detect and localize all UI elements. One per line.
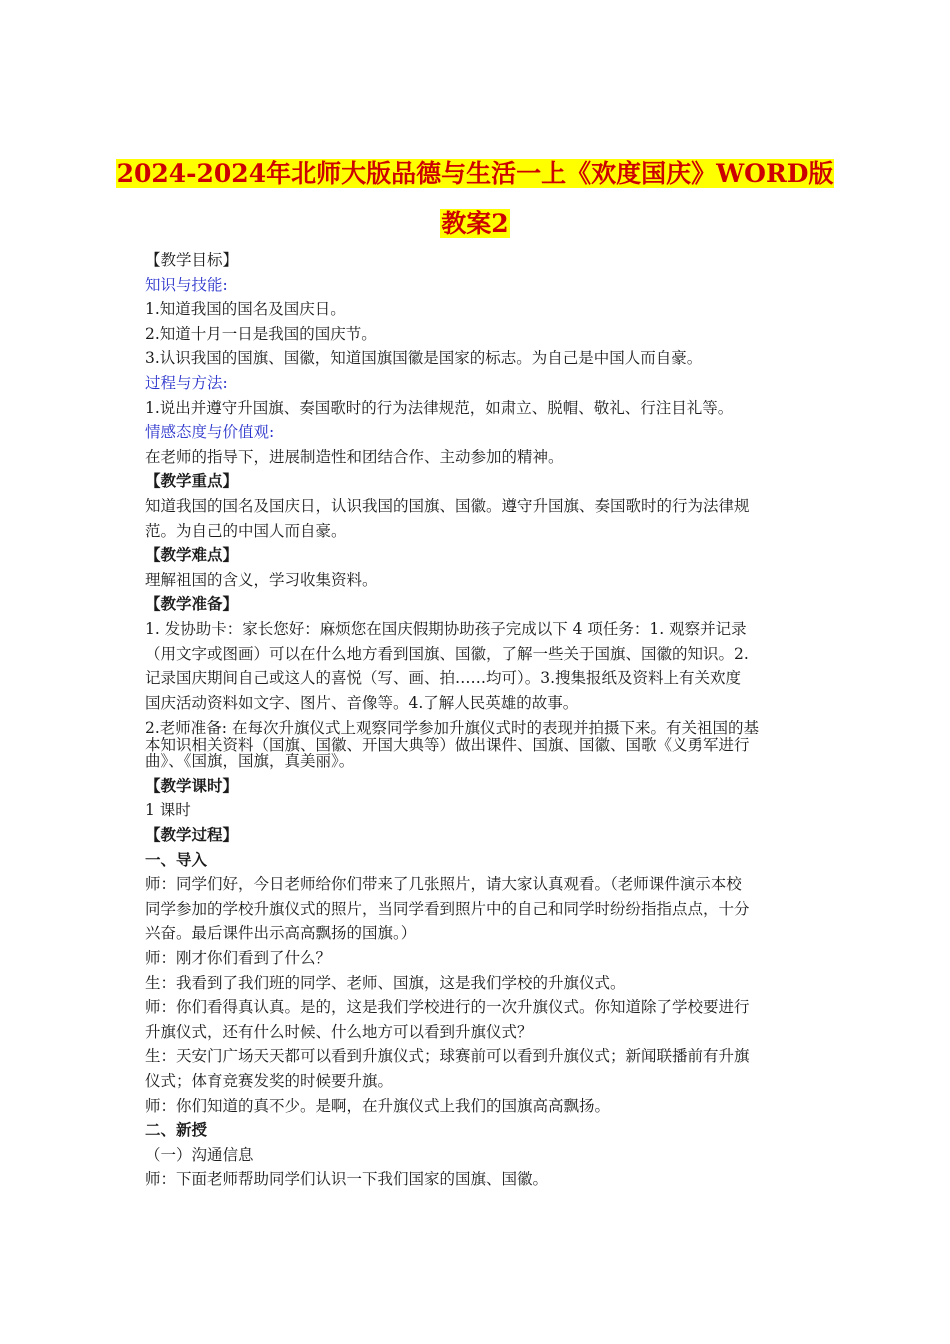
paragraph: 知道我国的国名及国庆日，认识我国的国旗、国徽。遵守升国旗、奏国歌时的行为法律规: [145, 496, 750, 515]
paragraph: 本知识相关资料（国旗、国徽、开国大典等）做出课件、国旗、国徽、国歌《义勇军进行: [145, 736, 750, 754]
paragraph: 记录国庆期间自己或这人的喜悦（写、画、拍……均可）。3.搜集报纸及资料上有关欢度: [145, 669, 742, 688]
paragraph: 在老师的指导下，进展制造性和团结合作、主动参加的精神。: [145, 447, 564, 466]
subsection-header: （一）沟通信息: [145, 1145, 254, 1164]
attitude-header: 情感态度与价值观:: [145, 423, 275, 442]
paragraph: 理解祖国的含义，学习收集资料。: [145, 570, 378, 589]
paragraph: 升旗仪式，还有什么时候、什么地方可以看到升旗仪式？: [145, 1022, 533, 1041]
hours-header: 【教学课时】: [145, 775, 239, 795]
paragraph: 1. 发协助卡：家长您好：麻烦您在国庆假期协助孩子完成以下 4 项任务：1. 观察并记录: [145, 619, 747, 638]
paragraph: 曲》、《国旗，国旗，真美丽》。: [145, 753, 355, 770]
section-2-header: 二、新授: [145, 1120, 208, 1140]
paragraph: 仪式；体育竞赛发奖的时候要升旗。: [145, 1071, 394, 1090]
prep-header: 【教学准备】: [145, 594, 239, 614]
paragraph: 兴奋。最后课件出示高高飘扬的国旗。）: [145, 924, 417, 943]
prep-teacher-block: [145, 715, 810, 774]
paragraph: 师：你们知道的真不少。是啊，在升旗仪式上我们的国旗高高飘扬。: [145, 1096, 611, 1115]
key-header: 【教学重点】: [145, 471, 239, 491]
section-1-header: 一、导入: [145, 849, 208, 869]
paragraph: 2.知道十月一日是我国的国庆节。: [145, 324, 377, 343]
paragraph: 师：你们看得真认真。是的，这是我们学校进行的一次升旗仪式。你知道除了学校要进行: [145, 998, 750, 1017]
title-line-1: 2024-2024年北师大版品德与生活一上《欢度国庆》WORD版: [116, 159, 834, 188]
knowledge-header: 知识与技能:: [145, 275, 228, 294]
paragraph: 1 课时: [145, 801, 191, 820]
paragraph: 3.认识我国的国旗、国徽，知道国旗国徽是国家的标志。为自己是中国人而自豪。: [145, 349, 703, 368]
document-body: [145, 248, 810, 1192]
teaching-process-header: 【教学过程】: [145, 824, 239, 844]
process-header: 过程与方法:: [145, 373, 228, 392]
goals-header: 【教学目标】: [145, 251, 239, 269]
title-line-2: 教案2: [441, 209, 509, 238]
paragraph: 生：天安门广场天天都可以看到升旗仪式；球赛前可以看到升旗仪式；新闻联播前有升旗: [145, 1047, 750, 1066]
paragraph: 师：刚才你们看到了什么？: [145, 948, 332, 967]
paragraph: 1.说出并遵守升国旗、奏国歌时的行为法律规范，如肃立、脱帽、敬礼、行注目礼等。: [145, 398, 734, 417]
paragraph: 师：同学们好，今日老师给你们带来了几张照片，请大家认真观看。（老师课件演示本校: [145, 875, 742, 894]
difficulty-header: 【教学难点】: [145, 545, 239, 565]
paragraph: 1.知道我国的国名及国庆日。: [145, 300, 346, 319]
paragraph: 范。为自己的中国人而自豪。: [145, 521, 347, 540]
paragraph: 国庆活动资料如文字、图片、音像等。4.了解人民英雄的故事。: [145, 693, 579, 712]
paragraph: 2.老师准备: 在每次升旗仪式上观察同学参加升旗仪式时的表现并拍摄下来。有关祖国的基: [145, 720, 759, 737]
paragraph: 生：我看到了我们班的同学、老师、国旗，这是我们学校的升旗仪式。: [145, 973, 626, 992]
paragraph: （用文字或图画）可以在什么地方看到国旗、国徽，了解一些关于国旗、国徽的知识。2.: [145, 644, 749, 663]
paragraph: 同学参加的学校升旗仪式的照片，当同学看到照片中的自己和同学时纷纷指指点点，十分: [145, 899, 750, 918]
paragraph: 师：下面老师帮助同学们认识一下我们国家的国旗、国徽。: [145, 1170, 549, 1189]
